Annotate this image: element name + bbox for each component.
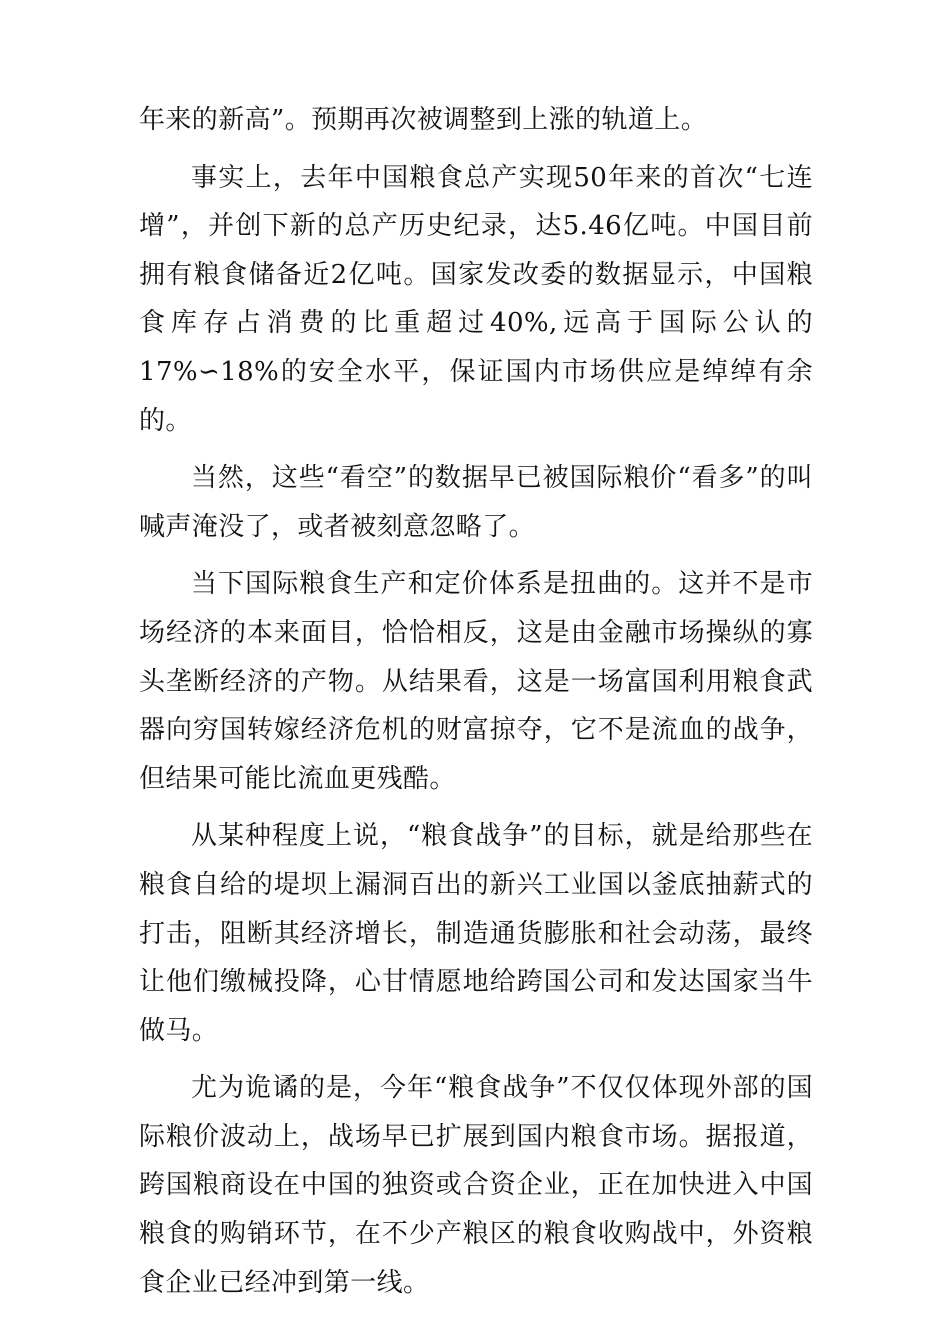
paragraph-continuation: 年来的新高”。预期再次被调整到上涨的轨道上。 (139, 105, 708, 135)
paragraph-domestic-market: 尤为诡谲的是，今年“粮食战争”不仅仅体现外部的国际粮价波动上，战场早已扩展到国内粮食市场。据报道，跨国粮商设在中国的独资或合资企业，正在加快进入中国粮食的购销环节，在不少产粮区的粮食收购战中，外资粮食企业已经冲到第一线。 (139, 1073, 813, 1298)
paragraph-pricing-system: 当下国际粮食生产和定价体系是扭曲的。这并不是市场经济的本来面目，恰恰相反，这是由金融市场操纵的寡头垄断经济的产物。从结果看，这是一场富国利用粮食武器向穷国转嫁经济危机的财富掠夺，它不是流血的战争，但结果可能比流血更残酷。 (139, 569, 813, 794)
paragraph-bearish-data: 当然，这些“看空”的数据早已被国际粮价“看多”的叫喊声淹没了，或者被刻意忽略了。 (139, 463, 813, 542)
paragraph-grain-war-goal: 从某种程度上说，“粮食战争”的目标，就是给那些在粮食自给的堤坝上漏洞百出的新兴工业国以釜底抽薪式的打击，阻断其经济增长，制造通货膨胀和社会动荡，最终让他们缴械投降，心甘情愿地给跨国公司和发达国家当牛做马。 (139, 821, 813, 1046)
paragraph-grain-output: 事实上，去年中国粮食总产实现50年来的首次“七连增”，并创下新的总产历史纪录，达5.46亿吨。中国目前拥有粮食储备近2亿吨。国家发改委的数据显示，中国粮食库存占消费的比重超过40%,远高于国际公认的17%∽18%的安全水平，保证国内市场供应是绰绰有余的。 (139, 162, 813, 436)
document-body (139, 96, 813, 1316)
